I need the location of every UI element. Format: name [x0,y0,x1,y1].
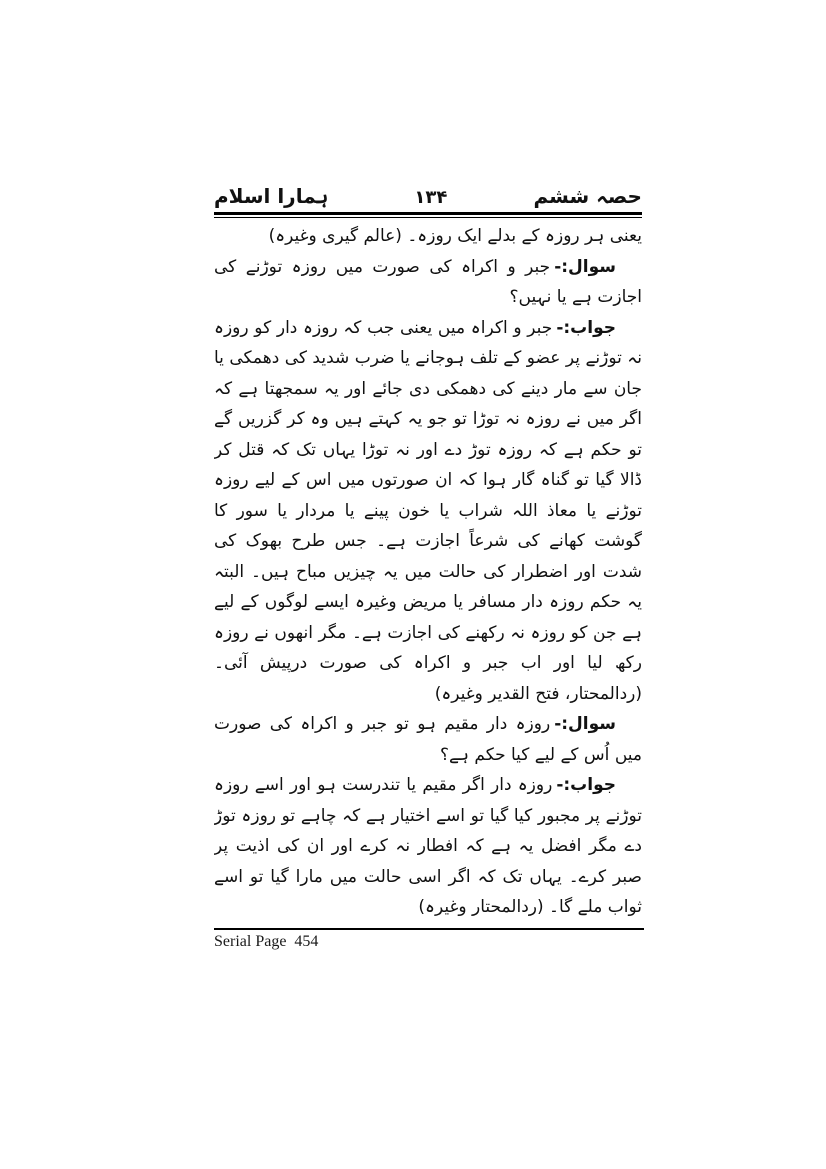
question-label: سوال:- [554,256,616,277]
book-title: ہمارا اسلام [214,184,329,208]
footer-rule [214,928,644,930]
answer-label: جواب:- [556,775,616,795]
question-paragraph [214,709,642,770]
question-paragraph [214,252,642,313]
question-text: جبر و اکراہ کی صورت میں روزہ توڑنے کی اجازت ہے یا نہیں؟ [214,256,642,307]
paragraph-text: یعنی ہر روزہ کے بدلے ایک روزہ۔ (عالم گیری وغیرہ) [268,226,642,246]
answer-paragraph [214,313,642,710]
serial-page-label: Serial Page 454 [214,933,319,950]
continuation-paragraph [214,221,642,252]
answer-text: جبر و اکراہ میں یعنی جب کہ روزہ دار کو روزہ نہ توڑنے پر عضو کے تلف ہوجانے یا ضرب شدید کی دھمکی یا جان سے مار دینے کی دھمکی دی جائے اور یہ سمجھتا ہے کہ اگر میں نے روزہ نہ توڑا تو جو یہ کہتے ہیں وہ کر گزریں گے تو حکم ہے کہ روزہ توڑ دے اور نہ توڑا یہاں تک کہ قتل کر ڈالا گیا تو گناہ گار ہوا کہ ان صورتوں میں اس کے لیے روزہ توڑنے یا معاذ اللہ شراب یا خون پینے یا مردار یا سور کا گوشت کھانے کی شرعاً اجازت ہے۔ جس طرح بھوک کی شدت اور اضطرار کی حالت میں یہ چیزیں مباح ہیں۔ البتہ یہ حکم روزہ دار مسافر یا مریض وغیرہ ایسے لوگوں کے لیے ہے جن کو روزہ نہ رکھنے کی اجازت ہے۔ مگر انھوں نے روزہ رکھ لیا اور اب جبر و اکراہ کی صورت درپیش آئی۔ (ردالمحتار، فتح القدیر وغیرہ) [214,317,642,704]
answer-paragraph [214,770,642,923]
page-body [214,221,642,925]
answer-text: روزہ دار اگر مقیم یا تندرست ہو اور اسے روزہ توڑنے پر مجبور کیا گیا تو اسے اختیار ہے کہ چاہے تو روزہ توڑ دے مگر افضل یہ ہے کہ افطار نہ کرے اور ان کی اذیت پر صبر کرے۔ یہاں تک کہ اگر اسی حالت میں مارا گیا تو اسے ثواب ملے گا۔ (ردالمحتار وغیرہ) [214,775,642,917]
page-footer [214,928,644,951]
page-header [214,172,642,218]
question-text: روزہ دار مقیم ہو تو جبر و اکراہ کی صورت میں اُس کے لیے کیا حکم ہے؟ [214,714,642,765]
page-number: ۱۳۴ [414,187,448,208]
section-title: حصہ ششم [533,184,642,208]
answer-label: جواب:- [556,317,616,338]
question-paragraph [214,923,642,926]
header-rule [214,212,642,218]
question-label: سوال:- [554,714,616,734]
header-row [214,172,642,208]
